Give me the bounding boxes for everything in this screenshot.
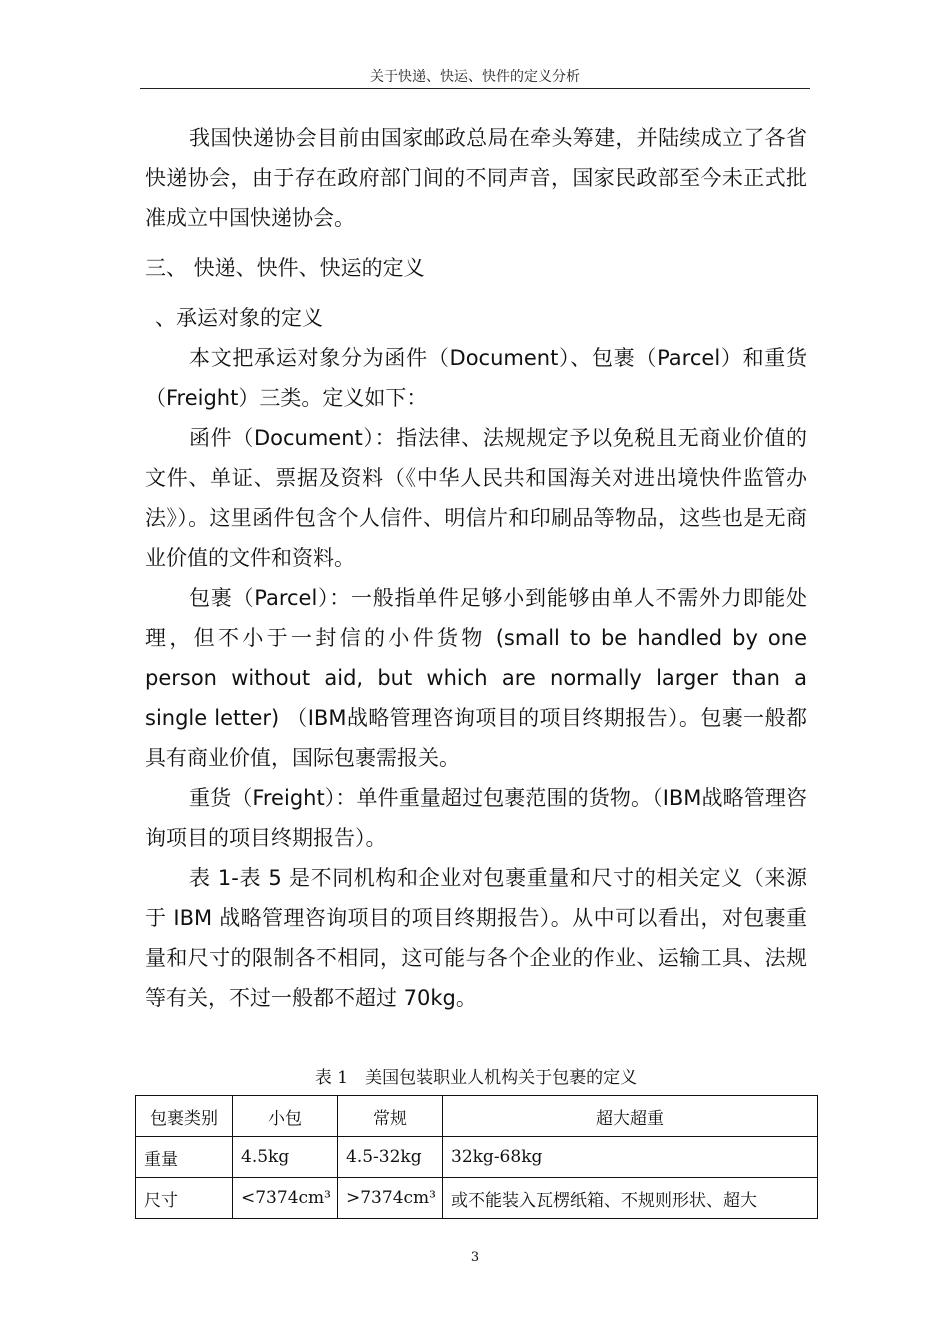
paragraph-parcel: 包裹（Parcel）：一般指单件足够小到能够由单人不需外力即能处理，但不小于一封信的小件货物 (small to be handled by one person without aid, but which are normally larger than a single letter) （IBM战略管理咨询项目的项目终期报告）。包裹一般都具有商业价值，国际包裹需报关。 bbox=[145, 586, 807, 770]
page-number: 3 bbox=[470, 1250, 480, 1265]
paragraph-tables-intro: 表 1-表 5 是不同机构和企业对包裹重量和尺寸的相关定义（来源于 IBM 战略管理咨询项目的项目终期报告）。从中可以看出，对包裹重量和尺寸的限制各不相同，这可能与各个企业的作业、运输工具、法规等有关，不过一般都不超过 70kg。 bbox=[145, 866, 807, 1010]
table-header-cell: 小包 bbox=[233, 1096, 338, 1137]
paragraph-freight: 重货（Freight）：单件重量超过包裹范围的货物。（IBM战略管理咨询项目的项目终期报告）。 bbox=[145, 786, 807, 850]
table-cell: 4.5-32kg bbox=[338, 1137, 443, 1178]
table-cell: 尺寸 bbox=[136, 1178, 233, 1219]
table-row bbox=[136, 1178, 818, 1219]
body-text bbox=[145, 118, 807, 1018]
table-cell: <7374cm³ bbox=[233, 1178, 338, 1219]
table-cell: 重量 bbox=[136, 1137, 233, 1178]
section-heading-definitions: 三、 快递、快件、快运的定义 bbox=[145, 256, 425, 280]
header-divider bbox=[140, 88, 810, 89]
paragraph-categories: 本文把承运对象分为函件（Document）、包裹（Parcel）和重货（Freight）三类。定义如下： bbox=[145, 346, 807, 410]
table-cell: 32kg-68kg bbox=[443, 1137, 818, 1178]
page-header: 关于快递、快运、快件的定义分析 bbox=[370, 69, 580, 85]
table-cell: >7374cm³ bbox=[338, 1178, 443, 1219]
table-header-cell: 超大超重 bbox=[443, 1096, 818, 1137]
table-header-cell: 常规 bbox=[338, 1096, 443, 1137]
paragraph-association: 我国快递协会目前由国家邮政总局在牵头筹建，并陆续成立了各省快递协会，由于存在政府部门间的不同声音，国家民政部至今未正式批准成立中国快递协会。 bbox=[145, 126, 807, 230]
parcel-definition-table bbox=[135, 1095, 818, 1219]
table-cell: 或不能装入瓦楞纸箱、不规则形状、超大 bbox=[443, 1178, 818, 1219]
table-cell: 4.5kg bbox=[233, 1137, 338, 1178]
paragraph-document: 函件（Document）：指法律、法规规定予以免税且无商业价值的文件、单证、票据及资料（《中华人民共和国海关对进出境快件监管办法》）。这里函件包含个人信件、明信片和印刷品等物品，这些也是无商业价值的文件和资料。 bbox=[145, 426, 807, 570]
table-row bbox=[136, 1137, 818, 1178]
subsection-heading-objects: 、承运对象的定义 bbox=[155, 306, 323, 330]
table-header-cell: 包裹类别 bbox=[136, 1096, 233, 1137]
table-header-row bbox=[136, 1096, 818, 1137]
table-caption: 表 1 美国包装职业人机构关于包裹的定义 bbox=[314, 1068, 638, 1088]
